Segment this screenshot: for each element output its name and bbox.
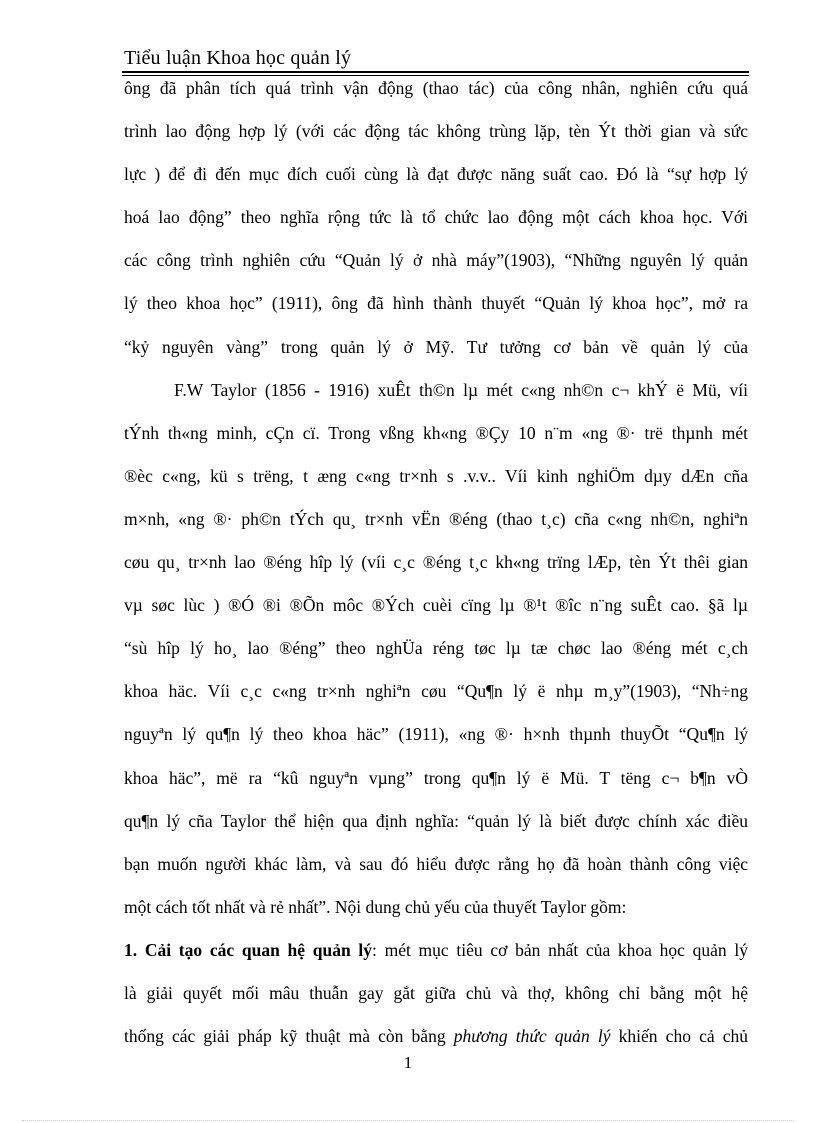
- text-line: ông đã phân tích quá trình vận động (thao tác) của công nhân, nghiên cứu quá: [124, 78, 748, 98]
- text-line: vµ søc lùc ) ®Ó ®i ®Õn môc ®Ých cuèi cïng lµ ®¹t ®îc n¨ng suÊt cao. §ã lµ: [124, 595, 748, 616]
- text-line: “sù hîp lý ho¸ lao ®éng” theo nghÜa réng tøc lµ tæ chøc lao ®éng mét c¸ch: [124, 638, 748, 659]
- text-line: lý theo khoa học” (1911), ông đã hình thành thuyết “Quản lý khoa học”, mở ra: [124, 293, 748, 314]
- section-first-line: [124, 934, 748, 977]
- page-number: 1: [403, 1053, 413, 1072]
- text-line: khoa häc. Víi c¸c c«ng tr×nh nghiªn cøu “Qu¶n lý ë nhµ m¸y”(1903), “Nh÷ng: [124, 681, 748, 702]
- text-line: ®èc c«ng, kü s trëng, t æng c«ng tr×nh s .v.v.. Víi kinh nghiÖm dµy dÆn cña: [124, 465, 748, 486]
- section-text: : mét mục tiêu cơ bản nhất của khoa học quản lý: [372, 939, 748, 960]
- paragraph-end-line: một cách tốt nhất và rẻ nhất”. Nội dung chủ yếu của thuyết Taylor gồm:: [124, 896, 627, 917]
- text-line: là giải quyết mối mâu thuẫn gay gắt giữa chủ và thợ, không chỉ bằng một hệ: [124, 982, 748, 1003]
- paragraph-start-line: F.W Taylor (1856 - 1916) xuÊt th©n lµ mét c«ng nh©n c¬ khÝ ë Mü, víi: [174, 379, 748, 400]
- text-line: m×nh, «ng ®· ph©n tÝch qu¸ tr×nh vËn ®éng (thao t¸c) cña c«ng nh©n, nghiªn: [124, 508, 748, 529]
- text-line: cøu qu¸ tr×nh lao ®éng hîp lý (víi c¸c ®éng t¸c kh«ng trïng lÆp, tèn Ýt thêi gian: [124, 552, 748, 573]
- text-line: tÝnh th«ng minh, cÇn cï. Trong vßng kh«ng ®Çy 10 n¨m «ng ®· trë thµnh mét: [124, 422, 748, 443]
- document-header-title: Tiểu luận Khoa học quản lý: [124, 47, 352, 69]
- text-line: nguyªn lý qu¶n lý theo khoa häc” (1911), «ng ®· h×nh thµnh thuyÕt “Qu¶n lý: [124, 724, 748, 745]
- text-line: bạn muốn người khác làm, và sau đó hiểu được rằng họ đã hoàn thành công việc: [124, 853, 748, 874]
- emphasis-text: phương thức quản lý: [453, 1026, 611, 1047]
- page-bottom-edge: [22, 1120, 794, 1121]
- text-line: lực ) để đi đến mục đích cuối cùng là đạt được năng suất cao. Đó là “sự hợp lý: [124, 164, 748, 185]
- text-line: trình lao động hợp lý (với các động tác không trùng lặp, tèn Ýt thời gian và sức: [124, 121, 748, 142]
- section-text: khiến cho cả chủ: [610, 1026, 748, 1047]
- text-line: khoa häc”, më ra “kû nguyªn vµng” trong qu¶n lý ë Mü. T tëng c¬ b¶n vÒ: [124, 767, 748, 788]
- text-line: các công trình nghiên cứu “Quản lý ở nhà máy”(1903), “Những nguyên lý quản: [124, 250, 748, 271]
- text-line: qu¶n lý cña Taylor thể hiện qua định nghĩa: “quản lý là biết được chính xác điều: [124, 810, 748, 831]
- text-line: hoá lao động” theo nghĩa rộng tức là tổ chức lao động một cách khoa học. Với: [124, 207, 748, 228]
- section-heading: 1. Cải tạo các quan hệ quản lý: [124, 939, 373, 960]
- text-line: “kỷ nguyên vàng” trong quản lý ở Mỹ. Tư tưởng cơ bản về quản lý của: [124, 336, 748, 357]
- document-body: [124, 72, 748, 1063]
- section-text: thống các giải pháp kỹ thuật mà còn bằng: [124, 1026, 454, 1047]
